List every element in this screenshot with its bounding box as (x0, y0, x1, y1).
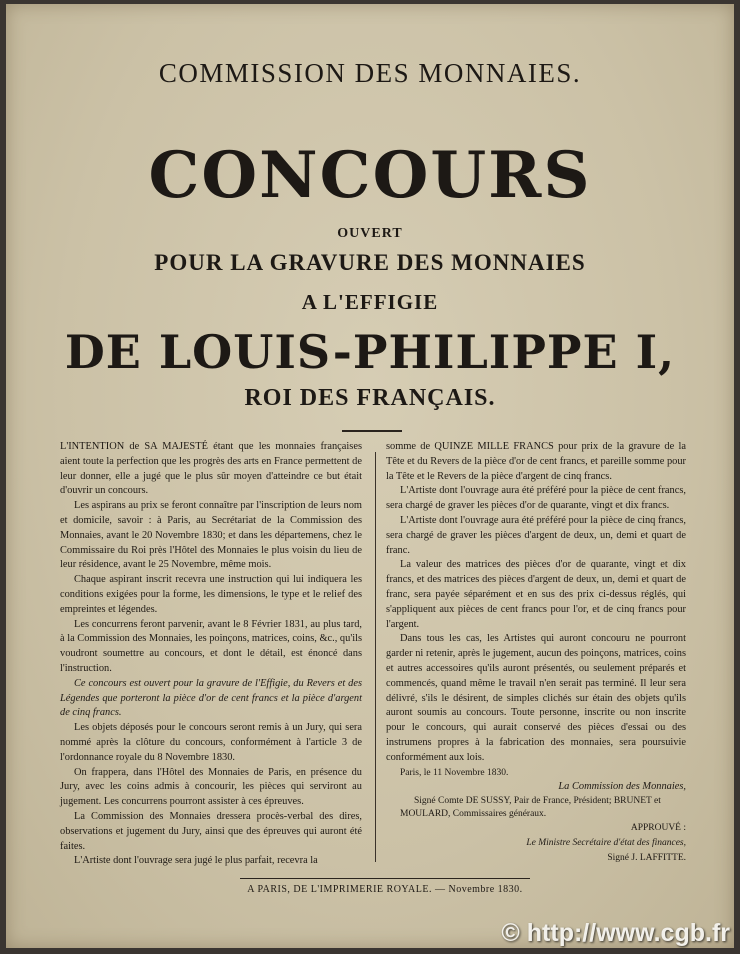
paragraph: L'Artiste dont l'ouvrage aura été préféré pour la pièce de cinq francs, sera chargé de graver les pièces d'argent de deux, un, demi et quart de franc. (386, 514, 686, 556)
paragraph: somme de QUINZE MILLE FRANCS pour prix de la gravure de la Tête et du Revers de la pièce d'or de cent francs, et pareille somme pour la Tête et le Revers de la pièce d'argent de cinq francs. (386, 441, 686, 482)
effigie-line: A L'EFFIGIE (301, 290, 439, 314)
signature-names: Signé Comte DE SUSSY, Pair de France, Président; BRUNET et MOULARD, Commissaires généraux. (400, 796, 661, 820)
signature-date: Paris, le 11 Novembre 1830. (400, 767, 509, 778)
paragraph: Les concurrens feront parvenir, avant le 8 Février 1831, au plus tard, à la Commission des Monnaies, les poinçons, matrices, coins, &c., qu'ils voudront soumettre au concours, et dont le détail, est énoncé dans l'instruction. (60, 618, 363, 674)
signature-commission: La Commission des Monnaies, (558, 781, 686, 793)
imprint-line: A PARIS, DE L'IMPRIMERIE ROYALE. — Novembre 1830. (247, 884, 523, 895)
gravure-line: POUR LA GRAVURE DES MONNAIES (154, 250, 586, 275)
right-column (386, 440, 686, 866)
roi-line: ROI DES FRANÇAIS. (244, 385, 496, 411)
paragraph: Chaque aspirant inscrit recevra une instruction qui lui indiquera les conditions exigées pour la forme, les dimensions, le type et le relief des empreintes et légendes. (60, 574, 362, 615)
ministre-line: Le Ministre Secrétaire d'état des finances, (526, 837, 686, 848)
paragraph: La valeur des matrices des pièces d'or de quarante, vingt et dix francs, et des matrices des pièces d'argent de deux, un, demi et quart de franc, sera payée séparément et en sus des prix ci-dessus réglés, qui s'appliquent aux pièces de cent francs pour l'or, et de cinq francs pour l'argent. (386, 559, 686, 630)
paragraph: Les aspirans au prix se feront connaître par l'inscription de leurs nom et domicile, savoir : à Paris, au Secrétariat de la Commission des Monnaies, avant le 20 Novembre 1830; et dans les départemens, chez le Commissaire du Roi près l'Hôtel des Monnaies le plus voisin du lieu de leur résidence, avant le 25 Novembre, même mois. (60, 500, 362, 571)
header-divider (342, 430, 402, 432)
column-rule (375, 452, 376, 862)
louis-philippe-line: DE LOUIS-PHILIPPE I, (64, 325, 676, 379)
paragraph: L'INTENTION de SA MAJESTÉ étant que les monnaies françaises aient toute la perfection que les progrès des arts en France permettent de leur donner, elle a jugé que le plus sûr moyen d'atteindre ce but était d'ouvrir un concours. (60, 441, 362, 497)
paragraph: Les objets déposés pour le concours seront remis à un Jury, qui sera nommé après la clôture du concours, conformément à l'article 3 de l'ordonnance royale du 8 Novembre 1830. (60, 722, 362, 763)
approuve-label: APPROUVÉ : (630, 823, 686, 834)
ouvert-line: OUVERT (337, 226, 403, 241)
paragraph: On frappera, dans l'Hôtel des Monnaies de Paris, en présence du Jury, avec les coins admis à concourir, les pièces qui serviront au jugement. Les concurrens pourront assister à ces épreuves. (60, 766, 362, 808)
commission-heading: COMMISSION DES MONNAIES. (158, 58, 582, 88)
concours-title: CONCOURS (148, 138, 592, 213)
paragraph: Ce concours est ouvert pour la gravure de l'Effigie, du Revers et des Légendes que porteront la pièce d'or de cent francs et la pièce d'argent de cinq francs. (60, 677, 362, 719)
paragraph: La Commission des Monnaies dressera procès-verbal des dires, observations et jugement du Jury, ainsi que des épreuves qui auront été faites. (60, 810, 362, 852)
laffitte-signature: Signé J. LAFFITTE. (607, 852, 686, 863)
paragraph: L'Artiste dont l'ouvrage sera jugé le plus parfait, recevra la (74, 855, 318, 867)
watermark: © http://www.cgb.fr (501, 919, 730, 947)
left-column (60, 440, 362, 869)
paragraph: L'Artiste dont l'ouvrage aura été préféré pour la pièce de cent francs, sera chargé de graver les pièces d'or de quarante, vingt et dix francs. (386, 485, 686, 512)
imprint-rule (240, 878, 530, 879)
paragraph: Dans tous les cas, les Artistes qui auront concouru ne pourront garder ni retenir, après le jugement, aucun des poinçons, matrices, coins et autres accessoires qu'ils auront présentés, ou seulement préparés et commencés, quand même le travail n'en serait pas terminé. Il leur sera délivré, s'ils le désirent, de simples clichés sur étain des objets qu'ils auront soumis au concours. Toute personne, inscrite ou non inscrite pour le concours, qui aurait conservé des pièces d'essai ou des instrumens propres à la fabrication des monnaies, sera poursuivie conformément aux lois. (386, 633, 686, 763)
